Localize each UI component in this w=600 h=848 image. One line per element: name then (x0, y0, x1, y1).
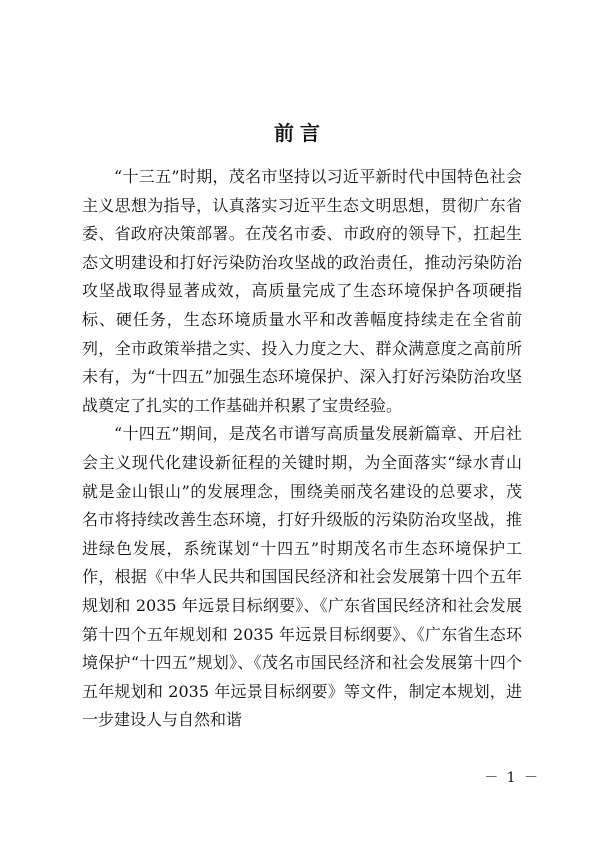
body-text (82, 163, 522, 735)
paragraph-2: “十四五”期间，是茂名市谱写高质量发展新篇章、开启社会主义现代化建设新征程的关键时期，为全面落实“绿水青山就是金山银山”的发展理念，围绕美丽茂名建设的总要求，茂名市将持续改善生态环境，打好升级版的污染防治攻坚战，推进绿色发展，系统谋划“十四五”时期茂名市生态环境保护工作，根据《中华人民共和国国民经济和社会发展第十四个五年规划和 2035 年远景目标纲要》、《广东省国民经济和社会发展第十四个五年规划和 2035 年远景目标纲要》、《广东省生态环境保护“十四五”规划》、《茂名市国民经济和社会发展第十四个五年规划和 2035 年远景目标纲要》等文件，制定本规划，进一步建设人与自然和谐 (82, 424, 522, 730)
paragraph-1: “十三五”时期，茂名市坚持以习近平新时代中国特色社会主义思想为指导，认真落实习近平生态文明思想，贯彻广东省委、省政府决策部署。在茂名市委、市政府的领导下，扛起生态文明建设和打好污染防治攻坚战的政治责任，推动污染防治攻坚战取得显著成效，高质量完成了生态环境保护各项硬指标、硬任务，生态环境质量水平和改善幅度持续走在全省前列，全市政策举措之实、投入力度之大、群众满意度之高前所未有，为“十四五”加强生态环境保护、深入打好污染防治攻坚战奠定了扎实的工作基础并积累了宝贵经验。 (82, 167, 522, 415)
page-title: 前言 (274, 121, 326, 145)
page-number: － 1 － (484, 770, 540, 786)
